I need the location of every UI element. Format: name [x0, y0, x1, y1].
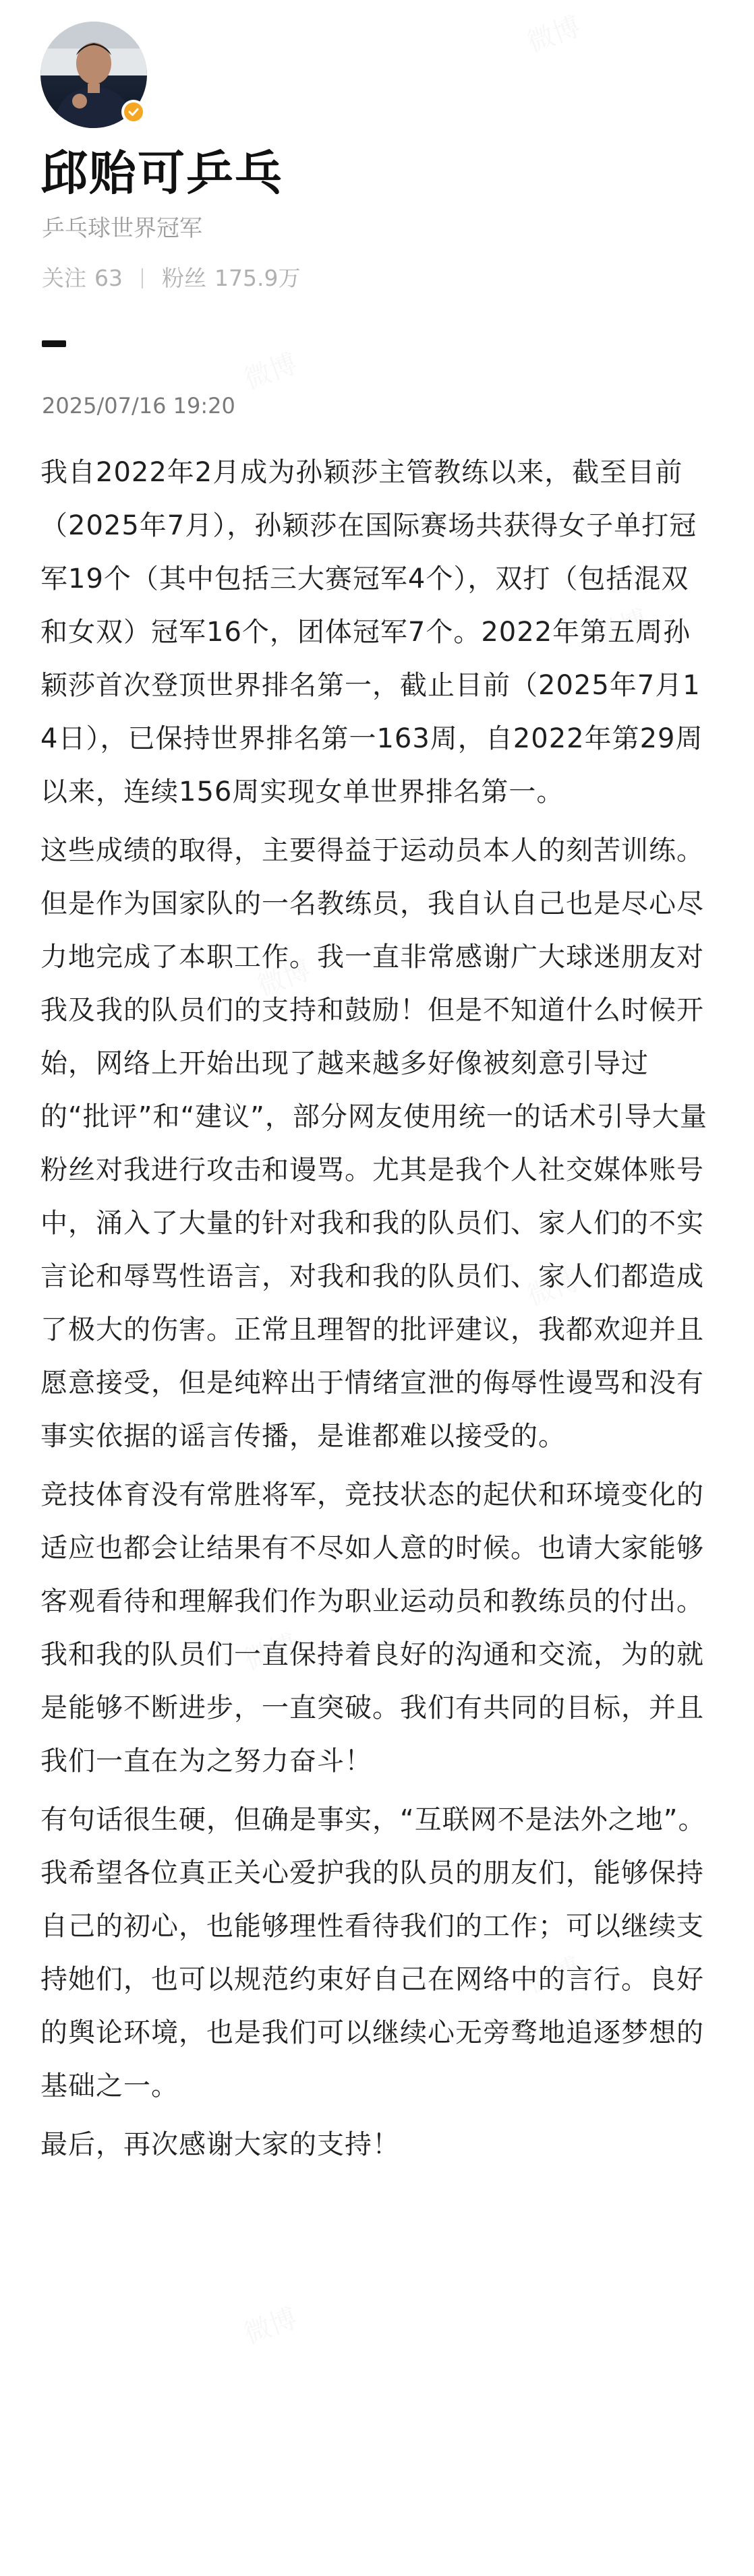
watermark	[238, 342, 302, 397]
verified-badge-icon	[121, 100, 146, 124]
stats-divider	[142, 268, 143, 288]
watermark	[238, 2297, 302, 2352]
post-paragraph-2: 这些成绩的取得，主要得益于运动员本人的刻苦训练。但是作为国家队的一名教练员，我自认自己也是尽心尽力地完成了本职工作。我一直非常感谢广大球迷朋友对我及我的队员们的支持和鼓励！但是不知道什么时候开始，网络上开始出现了越来越多好像被刻意引导过的“批评”和“建议”，部分网友使用统一的话术引导大量粉丝对我进行攻击和谩骂。尤其是我个人社交媒体账号中，涌入了大量的针对我和我的队员们、家人们的不实言论和辱骂性语言，对我和我的队员们、家人们都造成了极大的伤害。正常且理智的批评建议，我都欢迎并且愿意接受，但是纯粹出于情绪宣泄的侮辱性谩骂和没有事实依据的谣言传播，是谁都难以接受的。	[40, 835, 707, 1452]
following-stat[interactable]	[42, 267, 123, 289]
followers-label: 粉丝	[162, 265, 206, 291]
avatar[interactable]	[40, 22, 147, 128]
post-paragraph-1: 我自2022年2月成为孙颖莎主管教练以来，截至目前（2025年7月），孙颖莎在国际赛场共获得女子单打冠军19个（其中包括三大赛冠军4个），双打（包括混双和女双）冠军16个，团体冠军7个。2022年第五周孙颖莎首次登顶世界排名第一，截止目前（2025年7月14日），已保持世界排名第一163周，自2022年第29周以来，连续156周实现女单世界排名第一。	[40, 457, 703, 807]
following-count: 63	[94, 265, 123, 291]
profile-name[interactable]: 邱贻可乒乓	[40, 146, 283, 201]
section-divider	[42, 340, 66, 347]
followers-stat[interactable]	[162, 267, 300, 289]
watermark	[521, 5, 585, 60]
post-body	[40, 446, 715, 2177]
post-paragraph-3: 竞技体育没有常胜将军，竞技状态的起伏和环境变化的适应也都会让结果有不尽如人意的时候。也请大家能够客观看待和理解我们作为职业运动员和教练员的付出。我和我的队员们一直保持着良好的沟通和交流，为的就是能够不断进步，一直突破。我们有共同的目标，并且我们一直在为之努力奋斗！	[40, 1479, 704, 1777]
profile-stats	[42, 267, 300, 289]
profile-bio: 乒乓球世界冠军	[42, 215, 202, 242]
post-paragraph-4: 有句话很生硬，但确是事实，“互联网不是法外之地”。我希望各位真正关心爱护我的队员的朋友们，能够保持自己的初心，也能够理性看待我们的工作；可以继续支持她们，也可以规范约束好自己在网络中的言行。良好的舆论环境，也是我们可以继续心无旁骛地追逐梦想的基础之一。	[40, 1804, 706, 2102]
post-date: 2025/07/16 19:20	[42, 393, 235, 419]
followers-count: 175.9万	[214, 265, 301, 291]
post-paragraph-5: 最后，再次感谢大家的支持！	[40, 2129, 400, 2160]
following-label: 关注	[42, 265, 86, 291]
